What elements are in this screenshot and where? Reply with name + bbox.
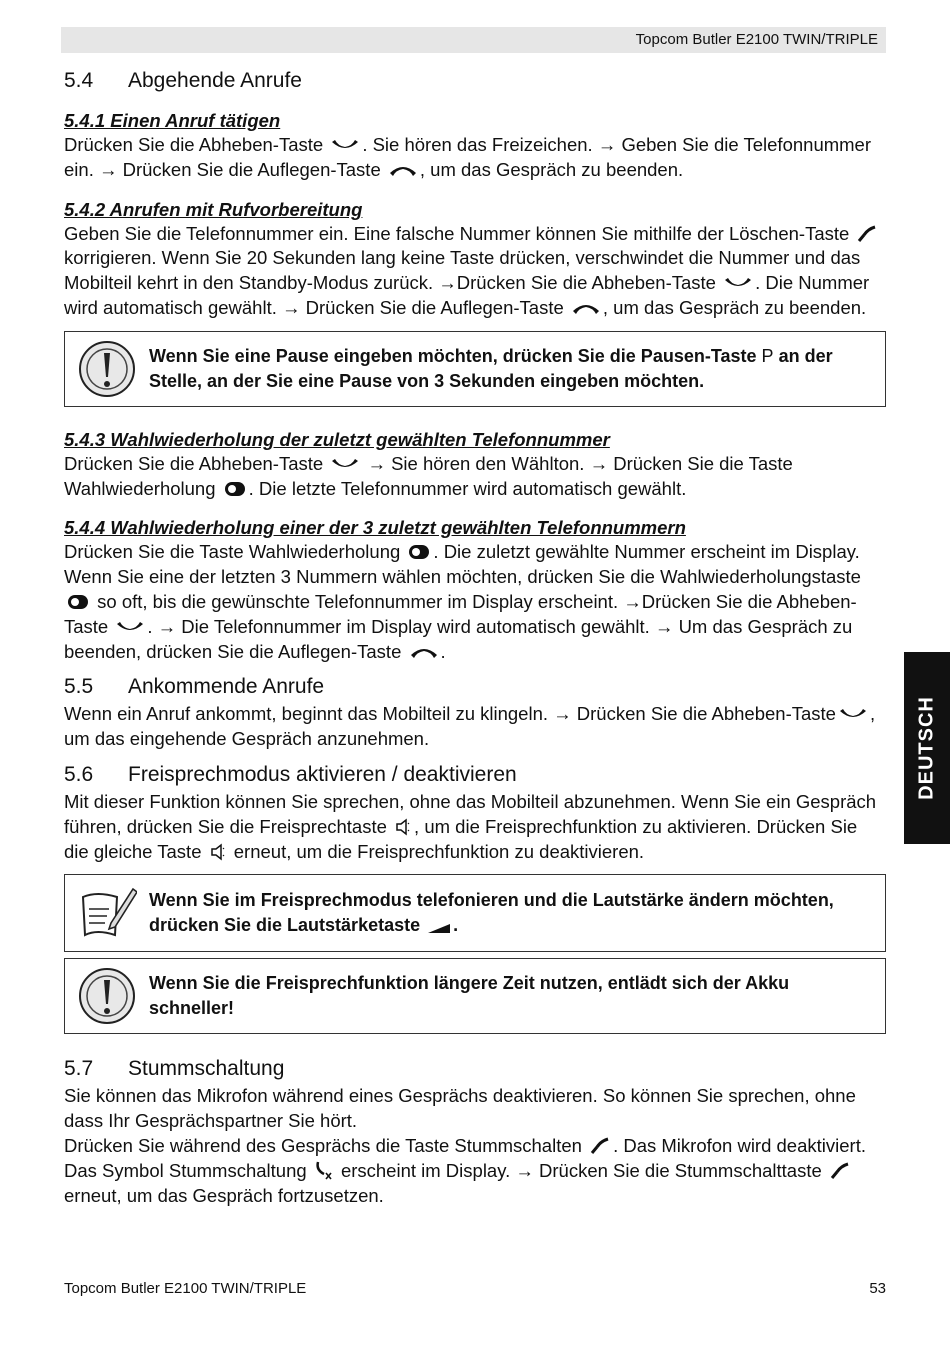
text: → Sie hören den Wählton. → Drücken Sie die Taste Wahlwiederholung: [64, 452, 793, 499]
redial-icon: [407, 543, 431, 561]
paragraph: [64, 452, 886, 502]
text: Drücken Sie die Abheben-Taste: [64, 452, 324, 474]
text: Mit dieser Funktion können Sie sprechen, ohne das Mobilteil abzunehmen. Wenn Sie ein Gespräch führen, drücken Sie die Freisprechtaste: [64, 790, 877, 837]
text: . → Die Telefonnummer im Display wird automatisch gewählt. → Um das Gespräch zu beenden, drücken Sie die Auflegen-Taste: [64, 615, 853, 662]
warning-icon: [77, 966, 137, 1026]
text: Wenn Sie im Freisprechmodus telefonieren und die Lautstärke ändern möchten, drücken Sie die Lautstärketaste: [149, 890, 834, 936]
pickup-icon: [115, 620, 145, 636]
mute-icon: [589, 1137, 611, 1155]
text: , um das eingehende Gespräch anzunehmen.: [64, 703, 876, 750]
subsection-title: 5.4.3 Wahlwiederholung der zuletzt gewählten Telefonnummer: [64, 428, 610, 450]
text: , um das Gespräch zu beenden.: [419, 158, 684, 180]
subsection-title: 5.4.1 Einen Anruf tätigen: [64, 110, 281, 131]
notice-text: Wenn Sie die Freisprechfunktion längere Zeit nutzen, entlädt sich der Akku schneller!: [149, 973, 790, 1019]
subsection-title: 5.4.4 Wahlwiederholung einer der 3 zuletzt gewählten Telefonnummern: [64, 517, 686, 539]
paragraph: [64, 702, 886, 752]
page-number: 53: [869, 1280, 886, 1297]
text: Drücken Sie die Taste Wahlwiederholung: [64, 541, 401, 563]
text: Drücken Sie die Abheben-Taste: [64, 134, 324, 155]
warning-notice: [64, 331, 886, 407]
section-number: 5.7: [64, 1057, 94, 1081]
warning-icon: [77, 339, 137, 399]
section-number: 5.4: [64, 69, 94, 92]
section-heading: [64, 66, 886, 96]
text: erneut, um die Freisprechfunktion zu deaktivieren.: [233, 840, 645, 862]
pickup-icon: [330, 457, 360, 473]
speaker-icon: [209, 843, 227, 861]
volume-icon: [427, 922, 451, 934]
section-number: 5.6: [64, 762, 94, 786]
text: . Das Mikrofon wird deaktiviert. Das Symbol Stummschaltung: [64, 1134, 866, 1181]
section-heading: [64, 672, 886, 702]
pause-key-label: P: [761, 345, 774, 366]
text: . Die zuletzt gewählte Nummer erscheint im Display. Wenn Sie eine der letzten 3 Nummern wählen möchten, drücken Sie die Wahlwiederholungstaste: [64, 541, 861, 588]
note-icon: [77, 883, 137, 943]
section-heading: [64, 1054, 886, 1084]
pickup-icon: [723, 276, 753, 292]
subsection-title: 5.4.2 Anrufen mit Rufvorbereitung: [64, 198, 363, 220]
text: Wenn ein Anruf ankommt, beginnt das Mobilteil zu klingeln. → Drücken Sie die Abheben-Taste: [64, 703, 836, 725]
tip-notice: [64, 874, 886, 952]
text: Wenn Sie eine Pause eingeben möchten, drücken Sie die Pausen-Taste: [149, 345, 757, 366]
text: korrigieren. Wenn Sie 20 Sekunden lang keine Taste drücken, verschwindet die Nummer und das Mobilteil kehrt in den Standby-Modus zurück. →Drücken Sie die Abheben-Taste: [64, 247, 861, 294]
text: Drücken Sie während des Gesprächs die Taste Stummschalten: [64, 1134, 582, 1156]
section-heading: [64, 760, 886, 790]
section-title: Freisprechmodus aktivieren / deaktivieren: [128, 762, 517, 786]
text: , um die Freisprechfunktion zu aktivieren. Drücken Sie die gleiche Taste: [64, 815, 858, 862]
paragraph: [64, 222, 886, 321]
paragraph: [64, 540, 886, 664]
text: . Die Nummer wird automatisch gewählt. → Drücken Sie die Auflegen-Taste: [64, 272, 870, 318]
text: .: [453, 915, 459, 936]
text: . Die letzte Telefonnummer wird automatisch gewählt.: [248, 477, 687, 499]
text: . Sie hören das Freizeichen. → Geben Sie die Telefonnummer ein. → Drücken Sie die Auflegen-Taste: [64, 134, 871, 180]
text: Geben Sie die Telefonnummer ein. Eine falsche Nummer können Sie mithilfe der Löschen-Taste: [64, 222, 850, 244]
hangup-icon: [388, 163, 418, 179]
paragraph: Sie können das Mikrofon während eines Gesprächs deaktivieren. So können Sie sprechen, ohne dass Ihr Gesprächspartner Sie hört.: [64, 1085, 856, 1132]
notice-text: [149, 888, 873, 938]
language-tab: [904, 652, 950, 844]
text: erscheint im Display. → Drücken Sie die Stummschalttaste: [340, 1159, 822, 1181]
section-title: Abgehende Anrufe: [128, 69, 302, 92]
footer-title: Topcom Butler E2100 TWIN/TRIPLE: [64, 1280, 307, 1297]
delete-icon: [856, 225, 878, 243]
language-tab-label: DEUTSCH: [915, 696, 938, 800]
speaker-icon: [394, 818, 412, 836]
redial-icon: [66, 593, 90, 611]
paragraph: [64, 790, 886, 864]
warning-notice: [64, 958, 886, 1034]
text: erneut, um das Gespräch fortzusetzen.: [64, 1184, 384, 1206]
paragraph: [64, 1134, 886, 1208]
header-title: Topcom Butler E2100 TWIN/TRIPLE: [635, 31, 878, 48]
hangup-icon: [571, 301, 601, 317]
pickup-icon: [330, 138, 360, 154]
mute-symbol-icon: [314, 1160, 334, 1180]
paragraph: [64, 133, 886, 183]
pickup-icon: [838, 707, 868, 723]
notice-text: [149, 344, 873, 394]
header-bar: [61, 27, 886, 53]
section-title: Ankommende Anrufe: [128, 675, 325, 699]
redial-icon: [223, 480, 247, 498]
mute-icon: [829, 1162, 851, 1180]
text: an der Stelle, an der Sie eine Pause von 3 Sekunden eingeben möchten.: [149, 345, 833, 391]
text: so oft, bis die gewünschte Telefonnummer im Display erscheint. →Drücken Sie die Abheben-Taste: [64, 590, 857, 637]
text: , um das Gespräch zu beenden.: [602, 296, 867, 318]
page-content: [64, 66, 886, 1208]
text: .: [440, 640, 446, 662]
hangup-icon: [409, 645, 439, 661]
section-number: 5.5: [64, 675, 94, 699]
section-title: Stummschaltung: [128, 1057, 285, 1081]
